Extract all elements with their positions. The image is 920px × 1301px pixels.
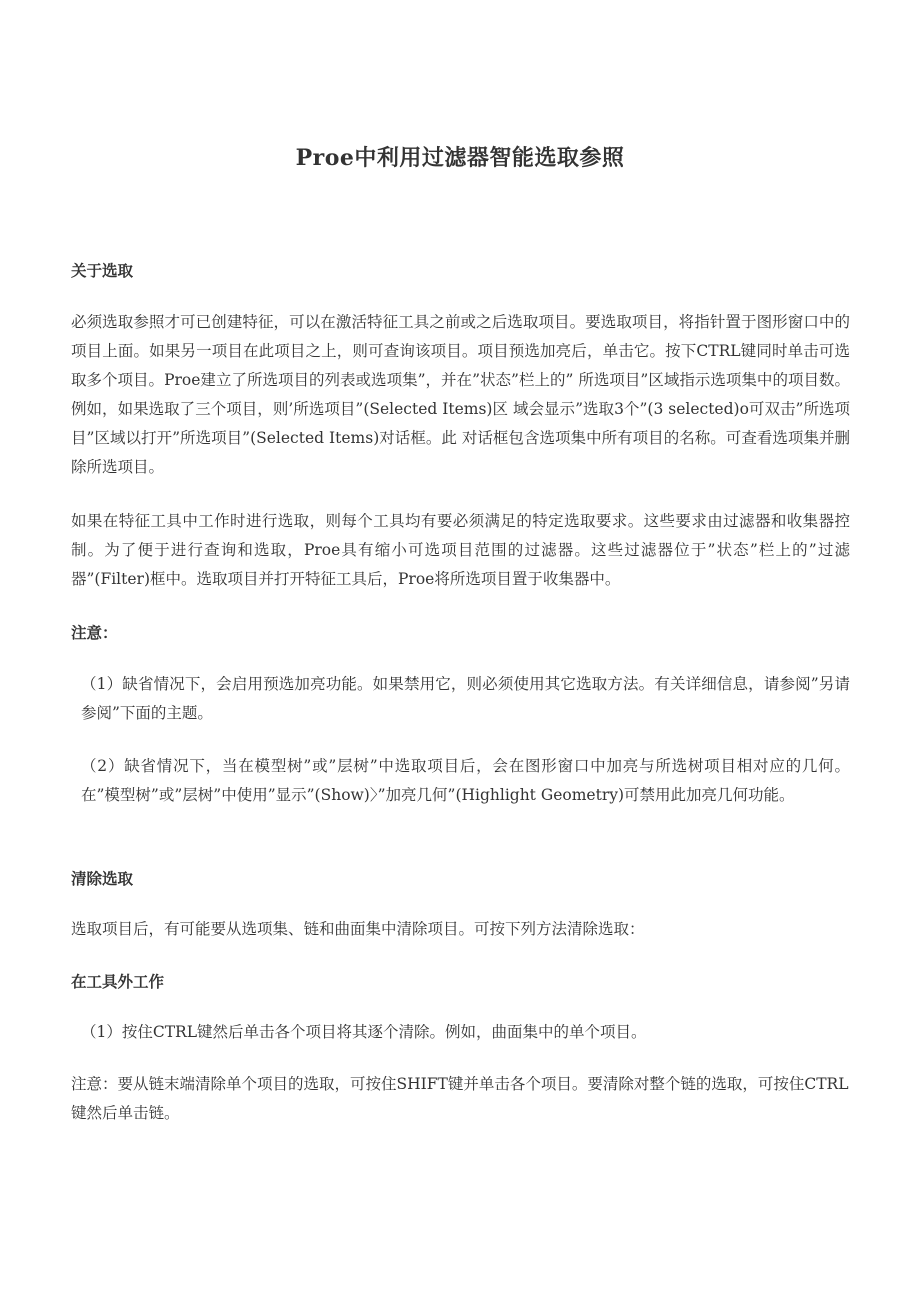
- paragraph-clear-1: 选取项目后，有可能要从选项集、链和曲面集中清除项目。可按下列方法清除选取：: [71, 920, 645, 938]
- paragraph-about-1: 必须选取参照才可已创建特征，可以在激活特征工具之前或之后选取项目。要选取项目，将指针置于图形窗口中的项目上面。如果另一项目在此项目之上，则可查询该项目。项目预选加亮后，单击它。按下CTRL键同时单击可选取多个项目。Proe建立了所选项目的列表或选项集”，并在”状态”栏上的” 所选项目”区域指示选项集中的项目数。例如，如果选取了三个项目，则’所选项目”(Selected Items)区 域会显示”选取3个”(3 selected)o可双击”所选项目”区域以打开”所选项目”(Selected Items)对话框。此 对话框包含选项集中所有项目的名称。可查看选项集并删除所选项目。: [71, 313, 850, 476]
- section-heading-clear: 清除选取: [71, 869, 134, 888]
- section-heading-about: 关于选取: [71, 261, 134, 280]
- paragraph-outside-note: 注意：要从链末端清除单个项目的选取，可按住SHIFT键并单击各个项目。要清除对整个链的选取，可按住CTRL键然后单击链。: [71, 1075, 849, 1122]
- section-heading-outside: 在工具外工作: [71, 972, 165, 991]
- page-title: Proe中利用过滤器智能选取参照: [295, 145, 625, 171]
- paragraph-about-2: 如果在特征工具中工作时进行选取，则每个工具均有要必须满足的特定选取要求。这些要求由过滤器和收集器控制。为了便于进行查询和选取，Proe具有缩小可选项目范围的过滤器。这些过滤器位于”状态”栏上的”过滤器”(Filter)框中。选取项目并打开特征工具后，Proe将所选项目置于收集器中。: [71, 512, 850, 588]
- section-heading-note: 注意：: [71, 623, 118, 642]
- note-item-1: （1）缺省情况下，会启用预选加亮功能。如果禁用它，则必须使用其它选取方法。有关详细信息，请参阅”另请参阅”下面的主题。: [81, 675, 850, 722]
- note-item-2: （2）缺省情况下，当在模型树”或”层树”中选取项目后，会在图形窗口中加亮与所选树项目相对应的几何。在”模型树”或”层树”中使用”显示”(Show)〉”加亮几何”(Highlight Geometry)可禁用此加亮几何功能。: [81, 757, 850, 804]
- outside-item-1: （1）按住CTRL键然后单击各个项目将其逐个清除。例如，曲面集中的单个项目。: [81, 1023, 647, 1041]
